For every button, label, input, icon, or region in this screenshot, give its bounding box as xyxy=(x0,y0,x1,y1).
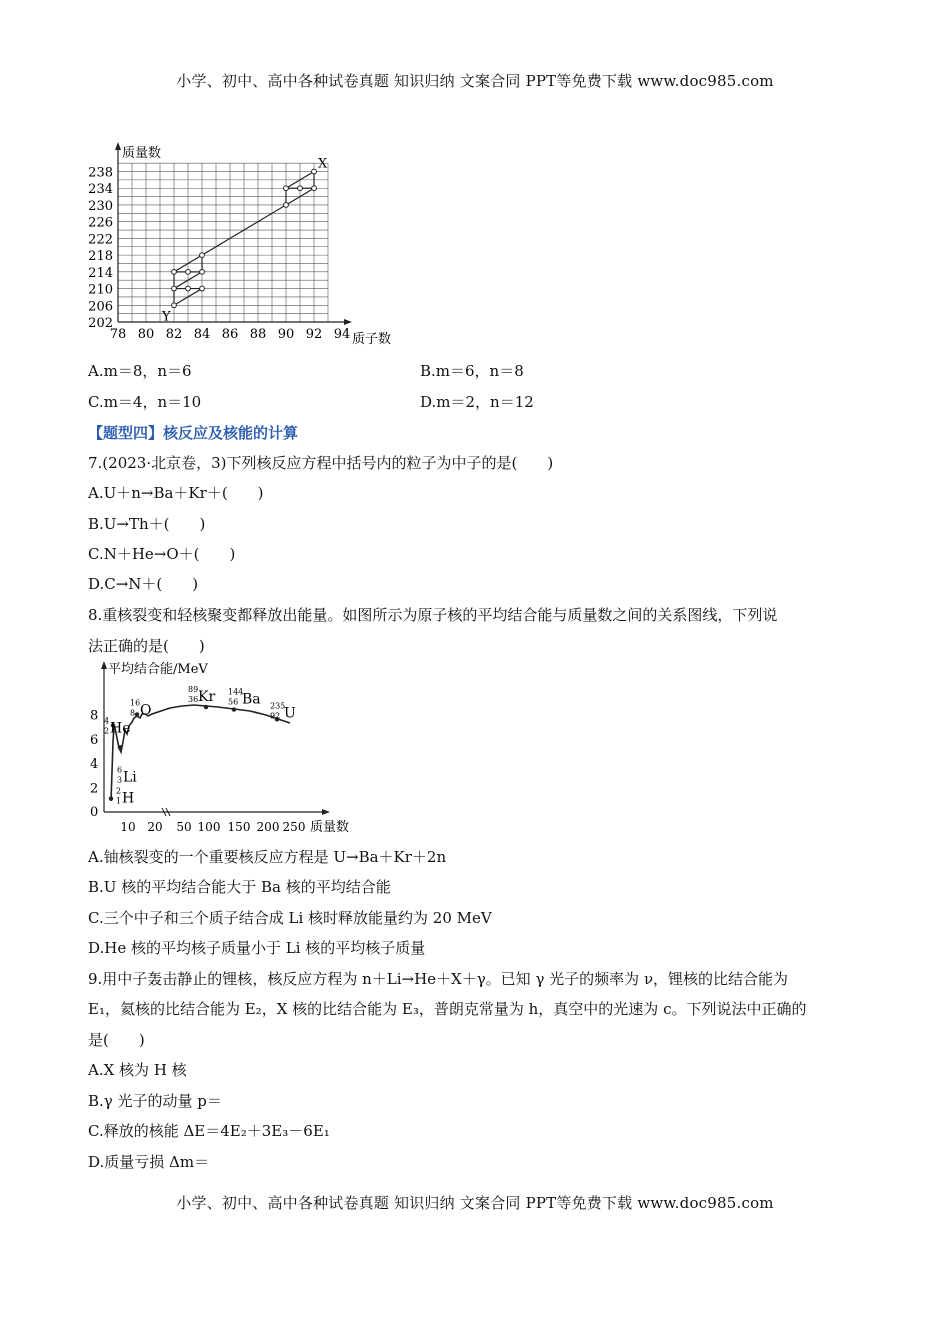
decay-chart xyxy=(82,140,412,350)
element-symbol: Kr xyxy=(198,689,216,706)
nuclide-point xyxy=(109,796,113,800)
mass-number: 16 xyxy=(130,698,141,708)
y-tick-label: 234 xyxy=(88,182,113,198)
page-header: 小学、初中、高中各种试卷真题 知识归纳 文案合同 PPT等免费下载 www.doc985.com xyxy=(176,72,774,90)
q8-option-d: D.He 核的平均核子质量小于 Li 核的平均核子质量 xyxy=(88,939,426,957)
x-tick-label: 94 xyxy=(333,327,351,342)
q6-option-a: A.m＝8，n＝6 xyxy=(88,362,192,380)
x-tick-label: 20 xyxy=(147,820,163,834)
atomic-number: 2 xyxy=(104,726,110,736)
x-tick-label: 82 xyxy=(165,327,183,342)
y-tick-label: 210 xyxy=(88,282,113,298)
element-symbol: Li xyxy=(123,769,137,786)
element-symbol: H xyxy=(122,790,135,807)
data-point xyxy=(186,269,191,274)
q6-option-b: B.m＝6，n＝8 xyxy=(420,362,524,380)
x-tick-label: 78 xyxy=(109,327,127,342)
q9-option-b: B.γ 光子的动量 p＝ xyxy=(88,1092,222,1110)
x-tick-label: 84 xyxy=(193,327,211,342)
x-tick-label: 90 xyxy=(277,327,295,342)
atomic-number: 3 xyxy=(117,775,123,785)
x-tick-label: 86 xyxy=(221,327,239,342)
data-point xyxy=(312,186,317,191)
y-tick-label: 6 xyxy=(90,732,99,748)
mass-number: 89 xyxy=(188,685,199,695)
atomic-number: 92 xyxy=(270,711,281,721)
element-symbol: Ba xyxy=(242,691,261,708)
q7-option-d: D.C→N＋( ) xyxy=(88,575,199,593)
element-symbol: U xyxy=(284,705,296,722)
q7-stem: 7.(2023·北京卷，3)下列核反应方程中括号内的粒子为中子的是( ) xyxy=(88,454,554,472)
x-tick-label: 10 xyxy=(120,820,136,834)
binding-energy-chart xyxy=(82,656,372,838)
q9-option-c: C.释放的核能 ΔE＝4E₂＋3E₃－6E₁ xyxy=(88,1122,330,1140)
y-tick-label: 4 xyxy=(90,757,99,773)
atomic-number: 56 xyxy=(228,697,239,707)
nuclide-label xyxy=(104,716,131,736)
x-tick-label: 100 xyxy=(197,820,221,834)
nuclide-point xyxy=(135,712,139,716)
q9-stem-line3: 是( ) xyxy=(88,1031,145,1049)
nuclide-label xyxy=(188,685,215,705)
q9-option-a: A.X 核为 H 核 xyxy=(88,1061,187,1079)
nuclide-point xyxy=(204,705,208,709)
data-point xyxy=(284,203,289,208)
q8-stem-line1: 8.重核裂变和轻核聚变都释放出能量。如图所示为原子核的平均结合能与质量数之间的关系图线，下列说 xyxy=(88,606,778,624)
data-point xyxy=(172,286,177,291)
nuclide-label xyxy=(116,787,134,807)
y-axis-label: 平均结合能/MeV xyxy=(108,662,208,677)
nuclide-label xyxy=(270,701,296,721)
nuclide-label xyxy=(130,698,151,718)
section-title: 【题型四】核反应及核能的计算 xyxy=(88,424,299,442)
y-axis-label: 质量数 xyxy=(122,146,162,161)
x-tick-label: 80 xyxy=(137,327,155,342)
q9-option-d: D.质量亏损 Δm＝ xyxy=(88,1153,210,1171)
data-point xyxy=(172,269,177,274)
y-axis-arrow xyxy=(115,142,121,150)
data-point xyxy=(200,253,205,258)
x-tick-label: 150 xyxy=(227,820,251,834)
y-zero-label: 0 xyxy=(90,805,99,820)
y-tick-label: 230 xyxy=(88,198,113,214)
nuclide-point xyxy=(232,707,236,711)
atomic-number: 36 xyxy=(188,695,199,705)
q9-stem-line1: 9.用中子轰击静止的锂核，核反应方程为 n＋Li→He＋X＋γ。已知 γ 光子的频率为 ν，锂核的比结合能为 xyxy=(88,970,789,988)
y-tick-label: 206 xyxy=(88,299,113,315)
x-tick-label: 88 xyxy=(249,327,267,342)
x-axis-arrow xyxy=(344,319,352,325)
q8-option-c: C.三个中子和三个质子结合成 Li 核时释放能量约为 20 MeV xyxy=(88,909,492,927)
atomic-number: 1 xyxy=(116,796,122,806)
q8-option-b: B.U 核的平均结合能大于 Ba 核的平均结合能 xyxy=(88,878,391,896)
y-tick-label: 226 xyxy=(88,215,113,231)
element-symbol: He xyxy=(110,720,131,737)
q6-option-d: D.m＝2，n＝12 xyxy=(420,393,534,411)
data-point xyxy=(186,286,191,291)
y-tick-label: 238 xyxy=(88,165,113,181)
q7-option-b: B.U→Th＋( ) xyxy=(88,515,206,533)
data-point xyxy=(172,303,177,308)
data-point xyxy=(284,186,289,191)
nuclide-label xyxy=(228,688,261,708)
page-footer: 小学、初中、高中各种试卷真题 知识归纳 文案合同 PPT等免费下载 www.doc985.com xyxy=(176,1194,774,1212)
y-tick-label: 2 xyxy=(90,781,99,797)
q6-option-c: C.m＝4，n＝10 xyxy=(88,393,202,411)
q8-stem-line2: 法正确的是( ) xyxy=(88,637,205,655)
data-point xyxy=(312,169,317,174)
y-tick-label: 202 xyxy=(88,316,113,331)
y-tick-label: 218 xyxy=(88,249,113,265)
mass-number: 2 xyxy=(116,786,122,796)
y-tick-label: 222 xyxy=(88,232,113,248)
data-point xyxy=(200,286,205,291)
element-symbol: O xyxy=(140,702,152,719)
nuclide-label xyxy=(117,765,137,785)
x-tick-label: 50 xyxy=(176,820,192,834)
y-axis-arrow xyxy=(101,661,107,669)
mass-number: 4 xyxy=(104,716,110,726)
x-axis-label: 质量数 xyxy=(310,820,350,835)
q9-stem-line2: E₁，氦核的比结合能为 E₂，X 核的比结合能为 E₃，普朗克常量为 h，真空中的光速为 c。下列说法中正确的 xyxy=(88,1000,807,1018)
x-tick-label: 92 xyxy=(305,327,323,342)
nuclide-point xyxy=(118,745,122,749)
x-axis-label: 质子数 xyxy=(352,332,392,347)
data-point xyxy=(200,269,205,274)
y-tick-label: 214 xyxy=(88,265,113,281)
q7-option-c: C.N＋He→O＋( ) xyxy=(88,545,236,563)
q8-option-a: A.铀核裂变的一个重要核反应方程是 U→Ba＋Kr＋2n xyxy=(88,848,447,866)
x-tick-label: 200 xyxy=(256,820,280,834)
point-label: X xyxy=(318,156,328,172)
x-tick-label: 250 xyxy=(282,820,306,834)
binding-energy-curve xyxy=(111,705,290,801)
data-point xyxy=(298,186,303,191)
atomic-number: 8 xyxy=(130,708,136,718)
y-tick-label: 8 xyxy=(90,708,99,724)
q7-option-a: A.U＋n→Ba＋Kr＋( ) xyxy=(88,484,264,502)
mass-number: 144 xyxy=(228,687,244,697)
mass-number: 235 xyxy=(270,701,286,711)
point-label: Y xyxy=(162,309,171,325)
x-axis-arrow xyxy=(322,809,330,815)
mass-number: 6 xyxy=(117,765,123,775)
